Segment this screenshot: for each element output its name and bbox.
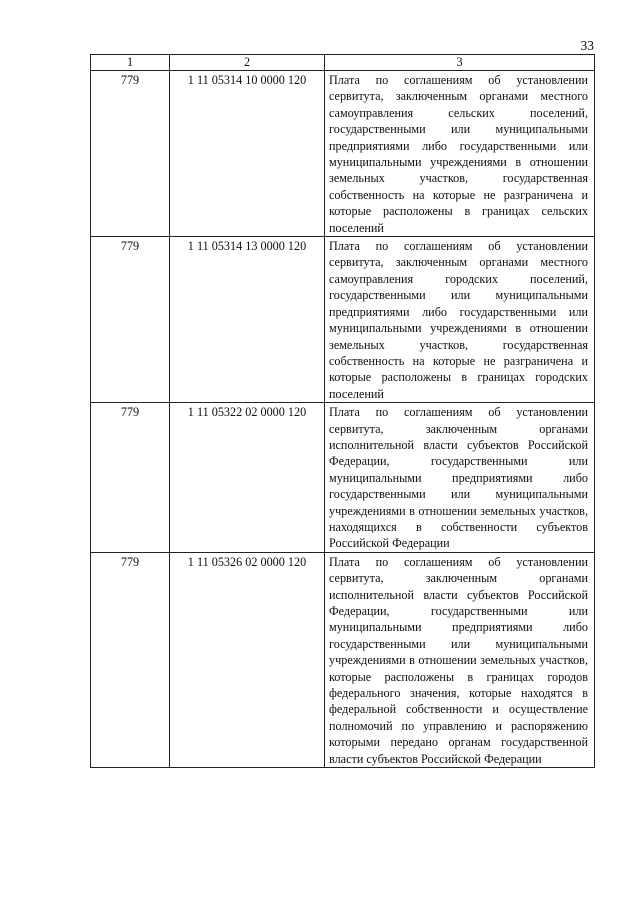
description-cell: Плата по соглашениям об установлении сервитута, заключенным органами исполнительной власти субъектов Российской Федерации, государственными или муниципальными предприятиями либо государственными или муниципальными учреждениями в отношении земельных участков, находящихся в собственности субъектов Российской Федерации — [325, 403, 595, 553]
income-code-cell: 1 11 05314 10 0000 120 — [170, 71, 325, 237]
table-row — [91, 71, 595, 237]
table-row — [91, 403, 595, 553]
income-code-cell: 1 11 05314 13 0000 120 — [170, 237, 325, 403]
income-code-cell: 1 11 05322 02 0000 120 — [170, 403, 325, 553]
column-header-1: 1 — [91, 55, 170, 71]
description-cell: Плата по соглашениям об установлении сервитута, заключенным органами местного самоуправления городских поселений, государственными или муниципальными предприятиями либо государственными или муниципальными учреждениями в отношении земельных участков, государственная собственность на которые не разграничена и которые расположены в границах городских поселений — [325, 237, 595, 403]
column-header-2: 2 — [170, 55, 325, 71]
admin-code-cell: 779 — [91, 403, 170, 553]
table-header-row — [91, 55, 595, 71]
table-row — [91, 237, 595, 403]
admin-code-cell: 779 — [91, 552, 170, 767]
admin-code-cell: 779 — [91, 71, 170, 237]
description-cell: Плата по соглашениям об установлении сервитута, заключенным органами исполнительной власти субъектов Российской Федерации, государственными или муниципальными предприятиями либо государственными или муниципальными учреждениями в отношении земельных участков, которые расположены в границах городов федерального значения, которые находятся в федеральной собственности и осуществление полномочий по управлению и распоряжению которыми передано органам государственной власти субъектов Российской Федерации — [325, 552, 595, 767]
page-number: 33 — [580, 38, 594, 53]
column-header-3: 3 — [325, 55, 595, 71]
income-codes-table — [90, 54, 595, 768]
description-cell: Плата по соглашениям об установлении сервитута, заключенным органами местного самоуправления сельских поселений, государственными или муниципальными предприятиями либо государственными или муниципальными учреждениями в отношении земельных участков, государственная собственность на которые не разграничена и которые расположены в границах сельских поселений — [325, 71, 595, 237]
income-code-cell: 1 11 05326 02 0000 120 — [170, 552, 325, 767]
admin-code-cell: 779 — [91, 237, 170, 403]
table-row — [91, 552, 595, 767]
